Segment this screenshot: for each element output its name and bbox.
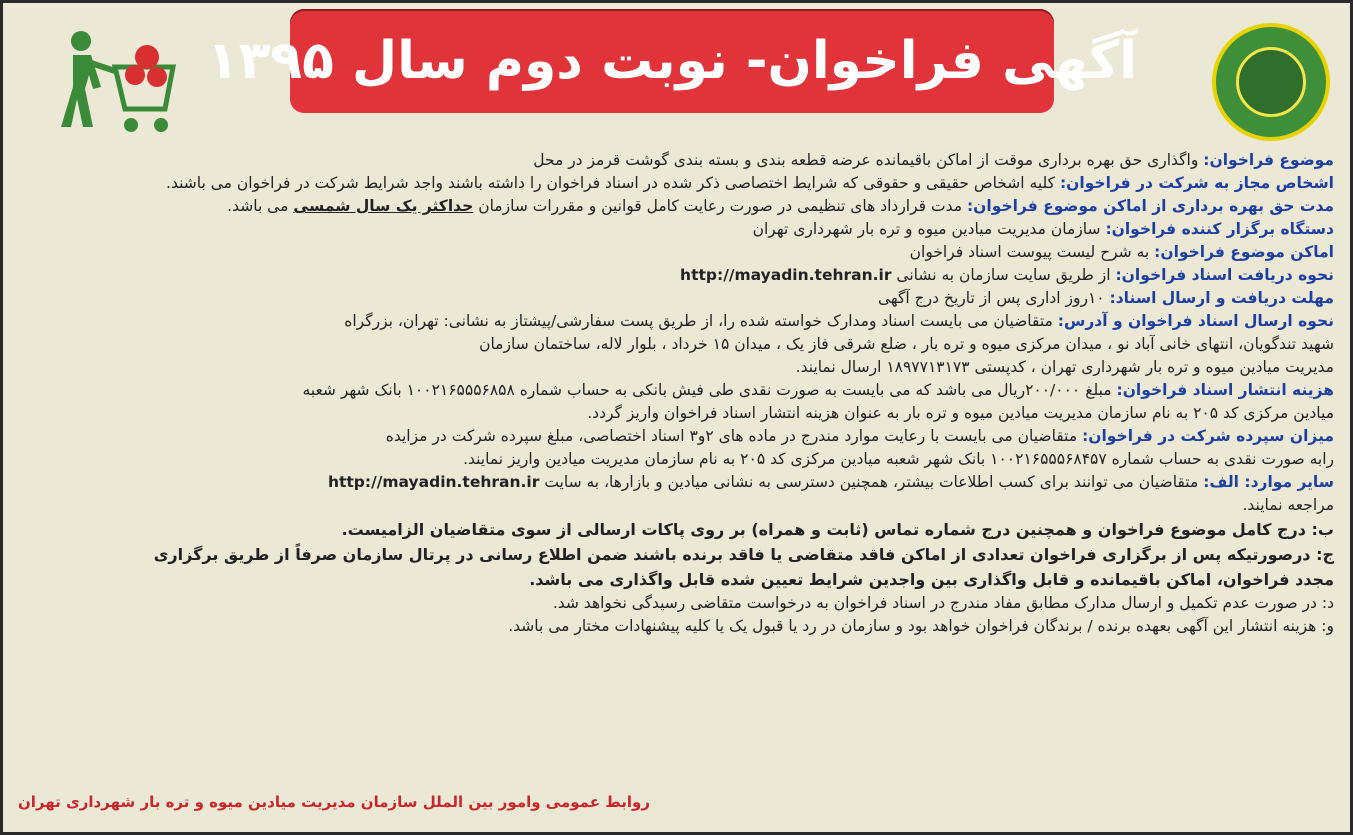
places-line: اماکن موضوع فراخوان: به شرح لیست پیوست اسناد فراخوان (909, 243, 1334, 261)
cost-line: هزینه انتشار اسناد فراخوان: مبلغ ۲۰۰/۰۰۰ریال می باشد که می بایست به صورت نقدی طی فیش بانکی به حساب شماره ۱۰۰۲۱۶۵۵۵۶۸۵۸ بانک شهر شعبه (302, 381, 1334, 399)
organizer-line: دستگاه برگزار کننده فراخوان: سازمان مدیریت میادین میوه و تره بار شهرداری تهران (752, 220, 1334, 238)
item-d: د: در صورت عدم تکمیل و ارسال مدارک مطابق مفاد مندرج در اسناد فراخوان به درخواست متقاضی رسیدگی نخواهد شد. (552, 594, 1334, 612)
deposit-line: میزان سپرده شرکت در فراخوان: متقاضیان می بایست با رعایت موارد مندرج در ماده های ۲و۳ اسناد اختصاصی، مبلغ سپرده شرکت در مزایده (385, 427, 1334, 445)
item-b: ب: درج کامل موضوع فراخوان و همچنین درج شماره تماس (ثابت و همراه) بر روی پاکات ارسالی از سوی متقاضیان الزامیست. (341, 520, 1334, 539)
item-j-2: مجدد فراخوان، اماکن باقیمانده و قابل واگذاری بین واجدین شرایط تعیین شده قابل واگذاری می باشد. (529, 570, 1334, 589)
item-j: ج: درصورتیکه پس از برگزاری فراخوان تعدادی از اماکن فاقد متقاضی یا فاقد برنده باشند ضمن اطلاع رسانی در پرتال سازمان صرفاً از طریق برگزاری (153, 545, 1334, 564)
municipality-logo (1212, 23, 1330, 141)
title-banner (206, 9, 1138, 113)
deposit-line-2: رابه صورت نقدی به حساب شماره ۱۰۰۲۱۶۵۵۵۶۸۴۵۷ بانک شهر شعبه میادین مرکزی کد ۲۰۵ به نام سازمان مدیریت میادین واریز نمایند. (463, 450, 1334, 468)
subject-line: موضوع فراخوان: واگذاری حق بهره برداری موقت از اماکن باقیمانده عرضه قطعه بندی و بسته بندی گوشت قرمز در محل (533, 151, 1334, 169)
logo-emblem (1236, 47, 1306, 117)
shopping-cart-icon (53, 27, 183, 137)
receive-line: نحوه دریافت اسناد فراخوان: از طریق سایت سازمان به نشانی http://mayadin.tehran.ir (680, 266, 1334, 284)
send-line-2: شهید تندگویان، انتهای خانی آباد نو ، میدان مرکزی میوه و تره بار ، ضلع شرقی فاز یک ، میدان ۱۵ خرداد ، بلوار لاله، ساختمان سازمان (479, 335, 1334, 353)
website-link[interactable]: http://mayadin.tehran.ir (680, 266, 892, 284)
deadline-line: مهلت دریافت و ارسال اسناد: ۱۰روز اداری پس از تاریخ درج آگهی (877, 289, 1334, 307)
eligible-line: اشخاص مجاز به شرکت در فراخوان: کلیه اشخاص حقیقی و حقوقی که شرایط اختصاصی ذکر شده در اسناد فراخوان را داشته باشند واجد شرایط شرکت در فراخوان می باشند. (166, 174, 1334, 192)
other-line: سایر موارد: الف: متقاضیان می توانند برای کسب اطلاعات بیشتر، همچنین دسترسی به نشانی میادین و بازارها، به سایت http://mayadin.tehran.ir (327, 473, 1334, 491)
send-line: نحوه ارسال اسناد فراخوان و آدرس: متقاضیان می بایست اسناد ومدارک خواسته شده را، از طریق پست سفارشی/پیشتاز به نشانی: تهران، بزرگراه (344, 312, 1334, 330)
notice-body (24, 149, 1334, 638)
duration-line: مدت حق بهره برداری از اماکن موضوع فراخوان: مدت قرارداد های تنظیمی در صورت رعایت کامل قوانین و مقررات سازمان حداکثر یک سال شمسی می باشد. (227, 197, 1334, 215)
cost-line-2: میادین مرکزی کد ۲۰۵ به نام سازمان مدیریت میادین میوه و تره بار به عنوان هزینه انتشار اسناد فراخوان واریز گردد. (587, 404, 1334, 422)
footer-credit: روابط عمومی وامور بین الملل سازمان مدیریت میادین میوه و تره بار شهرداری تهران (17, 793, 650, 811)
send-line-3: مدیریت میادین میوه و تره بار شهرداری تهران ، کدپستی ۱۸۹۷۷۱۳۱۷۳ ارسال نمایند. (795, 358, 1334, 376)
page-title: آگهی فراخوان- نوبت دوم سال ۱۳۹۵ (206, 31, 1138, 91)
item-v: و: هزینه انتشار این آگهی بعهده برنده / برندگان فراخوان خواهد بود و سازمان در رد یا قبول یک یا کلیه پیشنهادات مختار می باشد. (508, 617, 1334, 635)
website-link-2[interactable]: http://mayadin.tehran.ir (327, 473, 540, 491)
other-line-2: مراجعه نمایند. (1242, 496, 1334, 514)
